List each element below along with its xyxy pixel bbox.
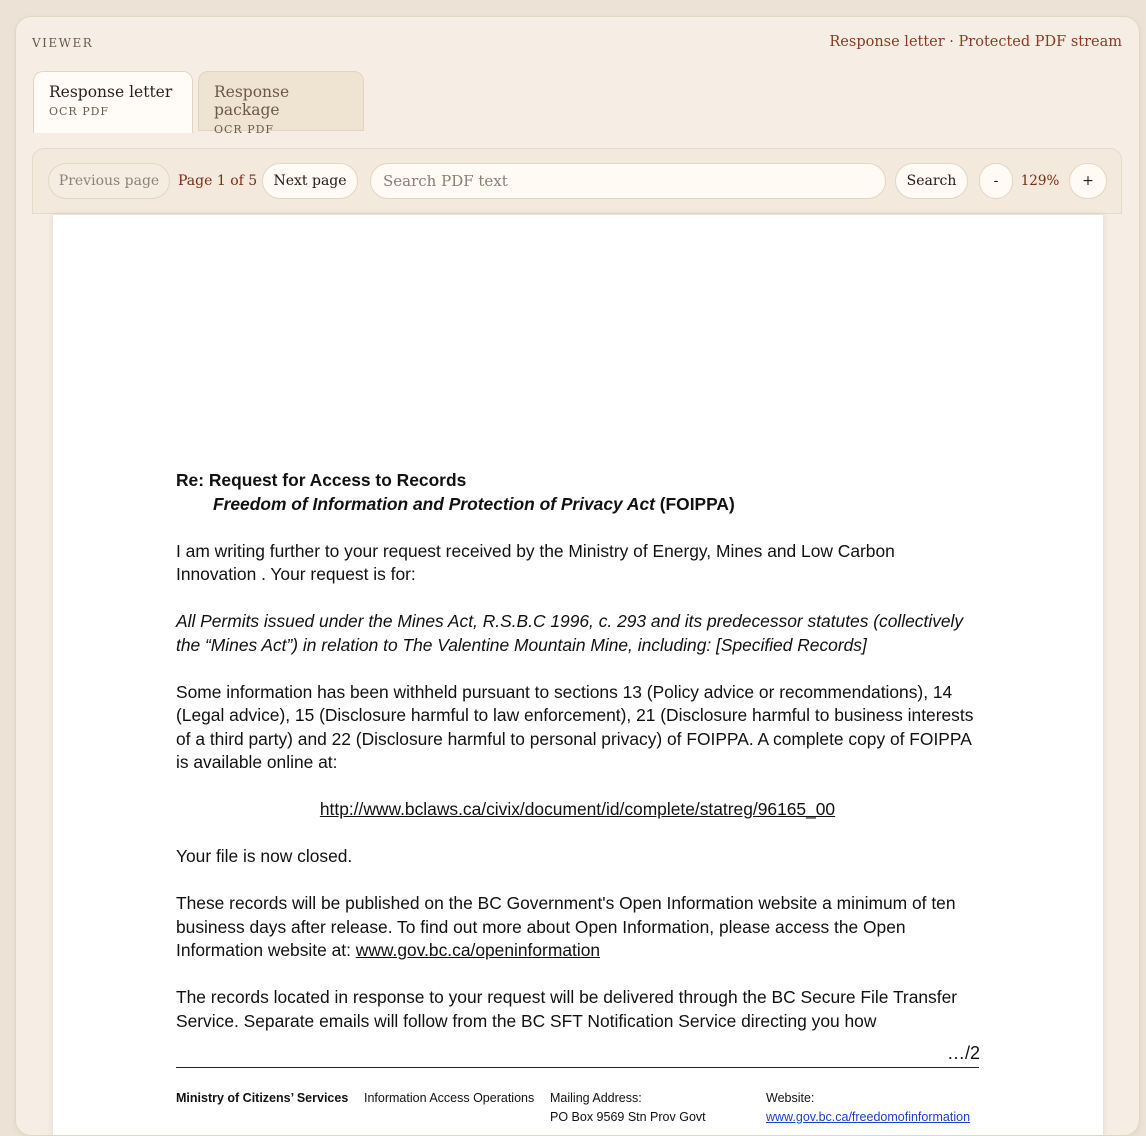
footer-mailing [550,1089,706,1127]
open-info-text: These records will be published on the BC Government's Open Information website a minimum of ten business days after release. To find out more about Open Information, please access the Open Information website at: [176,893,956,960]
search-button[interactable]: Search [895,163,968,199]
previous-page-button[interactable]: Previous page [48,163,170,199]
open-info-paragraph [176,892,979,963]
zoom-out-button[interactable]: - [979,163,1013,199]
delivery-paragraph: The records located in response to your request will be delivered through the BC Secure File Transfer Service. Separate emails will follow from the BC SFT Notification Service directing you how [176,987,958,1031]
intro-paragraph: I am writing further to your request received by the Ministry of Energy, Mines and Low Carbon Innovation . Your request is for: [176,540,895,584]
tab-title: Response package [214,83,290,119]
act-line [176,493,979,517]
viewer-label: VIEWER [32,36,94,50]
pdf-search-input[interactable] [370,163,886,199]
tab-subtitle: OCR PDF [49,105,110,118]
tab-response-letter[interactable] [33,71,193,133]
website-label: Website: [766,1091,815,1105]
tab-title: Response letter [49,83,173,101]
re-line: Re: Request for Access to Records [176,470,467,490]
footer-branch: Information Access Operations [364,1091,535,1105]
page-indicator: Page 1 of 5 [178,173,258,189]
viewer-panel [15,16,1140,1136]
act-abbrev: (FOIPPA) [654,493,735,514]
act-name: Freedom of Information and Protection of Privacy Act [213,493,655,514]
request-text: All Permits issued under the Mines Act, R.S.B.C 1996, c. 293 and its predecessor statutes (collectively the “Mines Act”) in relation to The Valentine Mountain Mine, including: [Specified Records] [176,611,964,655]
tab-subtitle: OCR PDF [214,123,275,136]
closed-paragraph: Your file is now closed. [176,846,353,866]
page-continuation: …/2 [946,1043,980,1063]
website-link[interactable]: www.gov.bc.ca/freedomofinformation [766,1110,971,1124]
zoom-in-button[interactable]: + [1069,163,1107,199]
pdf-page[interactable] [53,215,1103,1136]
open-info-link[interactable]: www.gov.bc.ca/openinformation [355,940,601,960]
footer-ministry: Ministry of Citizens’ Services [176,1091,349,1105]
next-page-button[interactable]: Next page [262,163,358,199]
withheld-paragraph: Some information has been withheld pursuant to sections 13 (Policy advice or recommendations), 14 (Legal advice), 15 (Disclosure harmful to law enforcement), 21 (Disclosure harmful to business interests of a third party) and 22 (Disclosure harmful to personal privacy) of FOIPPA. A complete copy of FOIPPA is available online at: [176,681,974,772]
tab-response-package[interactable] [198,71,364,136]
document-stream-title: Response letter · Protected PDF stream [829,34,1122,50]
letter-body [176,469,979,1033]
mailing-line: PO Box 9569 Stn Prov Govt [550,1110,706,1124]
pdf-toolbar [32,148,1122,214]
footer-divider [176,1067,979,1068]
zoom-level: 129% [1020,173,1060,189]
mailing-label: Mailing Address: [550,1091,642,1105]
footer-website [766,1089,970,1127]
foippa-link[interactable]: http://www.bclaws.ca/civix/document/id/complete/statreg/96165_00 [319,799,836,819]
